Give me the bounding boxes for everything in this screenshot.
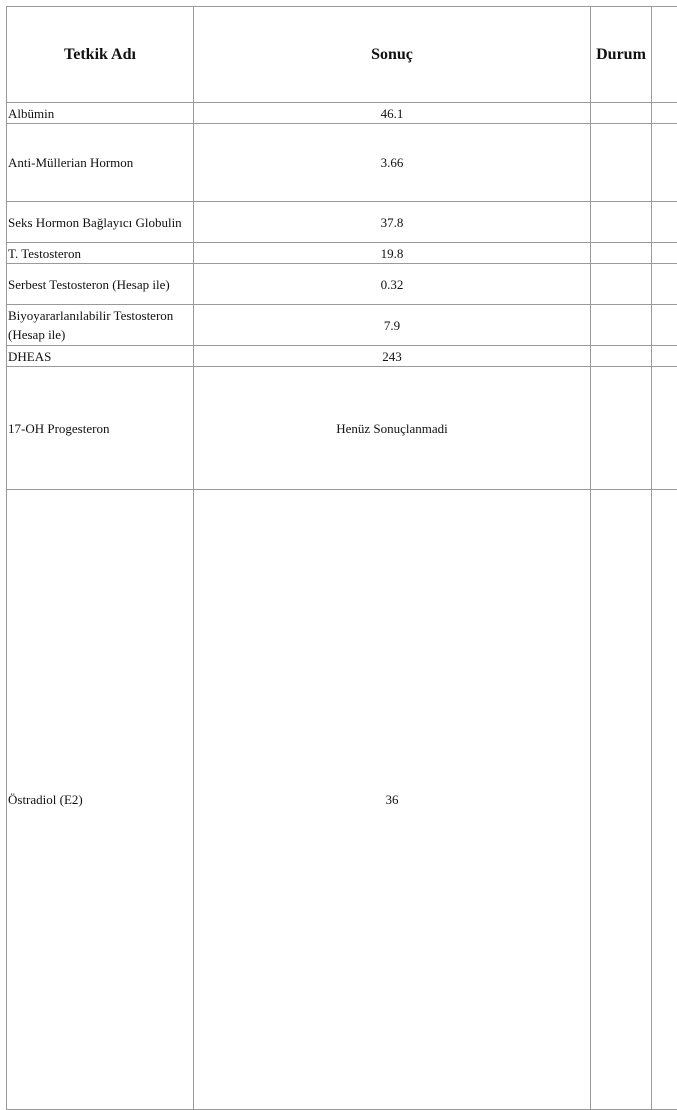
result-cell: 7.9 — [194, 305, 591, 346]
test-name-cell: DHEAS — [7, 346, 194, 367]
table-header-row — [7, 7, 677, 103]
extra-cell — [652, 124, 677, 202]
table-row — [7, 124, 677, 202]
result-cell: 243 — [194, 346, 591, 367]
header-result: Sonuç — [194, 7, 591, 103]
result-cell: 46.1 — [194, 103, 591, 124]
lab-results-table — [6, 6, 677, 1110]
test-name-cell: Biyoyararlanılabilir Testosteron (Hesap ile) — [7, 305, 194, 346]
extra-cell — [652, 490, 677, 1110]
table-row — [7, 243, 677, 264]
extra-cell — [652, 305, 677, 346]
header-extra — [652, 7, 677, 103]
result-cell: 37.8 — [194, 202, 591, 243]
result-cell: 36 — [194, 490, 591, 1110]
extra-cell — [652, 264, 677, 305]
header-status: Durum — [591, 7, 652, 103]
table-row — [7, 202, 677, 243]
status-cell — [591, 103, 652, 124]
result-cell: 0.32 — [194, 264, 591, 305]
table-row — [7, 490, 677, 1110]
test-name-cell: Östradiol (E2) — [7, 490, 194, 1110]
status-cell — [591, 346, 652, 367]
test-name-cell: Anti-Müllerian Hormon — [7, 124, 194, 202]
test-name-cell: Seks Hormon Bağlayıcı Globulin — [7, 202, 194, 243]
result-cell: 3.66 — [194, 124, 591, 202]
status-cell — [591, 367, 652, 490]
result-cell: Henüz Sonuçlanmadi — [194, 367, 591, 490]
test-name-cell: Albümin — [7, 103, 194, 124]
status-cell — [591, 202, 652, 243]
extra-cell — [652, 367, 677, 490]
test-name-cell: T. Testosteron — [7, 243, 194, 264]
extra-cell — [652, 202, 677, 243]
status-cell — [591, 305, 652, 346]
header-test-name: Tetkik Adı — [7, 7, 194, 103]
table-row — [7, 305, 677, 346]
table-row — [7, 346, 677, 367]
result-cell: 19.8 — [194, 243, 591, 264]
status-cell — [591, 490, 652, 1110]
table-row — [7, 264, 677, 305]
table-row — [7, 367, 677, 490]
extra-cell — [652, 103, 677, 124]
test-name-cell: Serbest Testosteron (Hesap ile) — [7, 264, 194, 305]
status-cell — [591, 264, 652, 305]
test-name-cell: 17-OH Progesteron — [7, 367, 194, 490]
status-cell — [591, 124, 652, 202]
status-cell — [591, 243, 652, 264]
extra-cell — [652, 243, 677, 264]
table-row — [7, 103, 677, 124]
extra-cell — [652, 346, 677, 367]
